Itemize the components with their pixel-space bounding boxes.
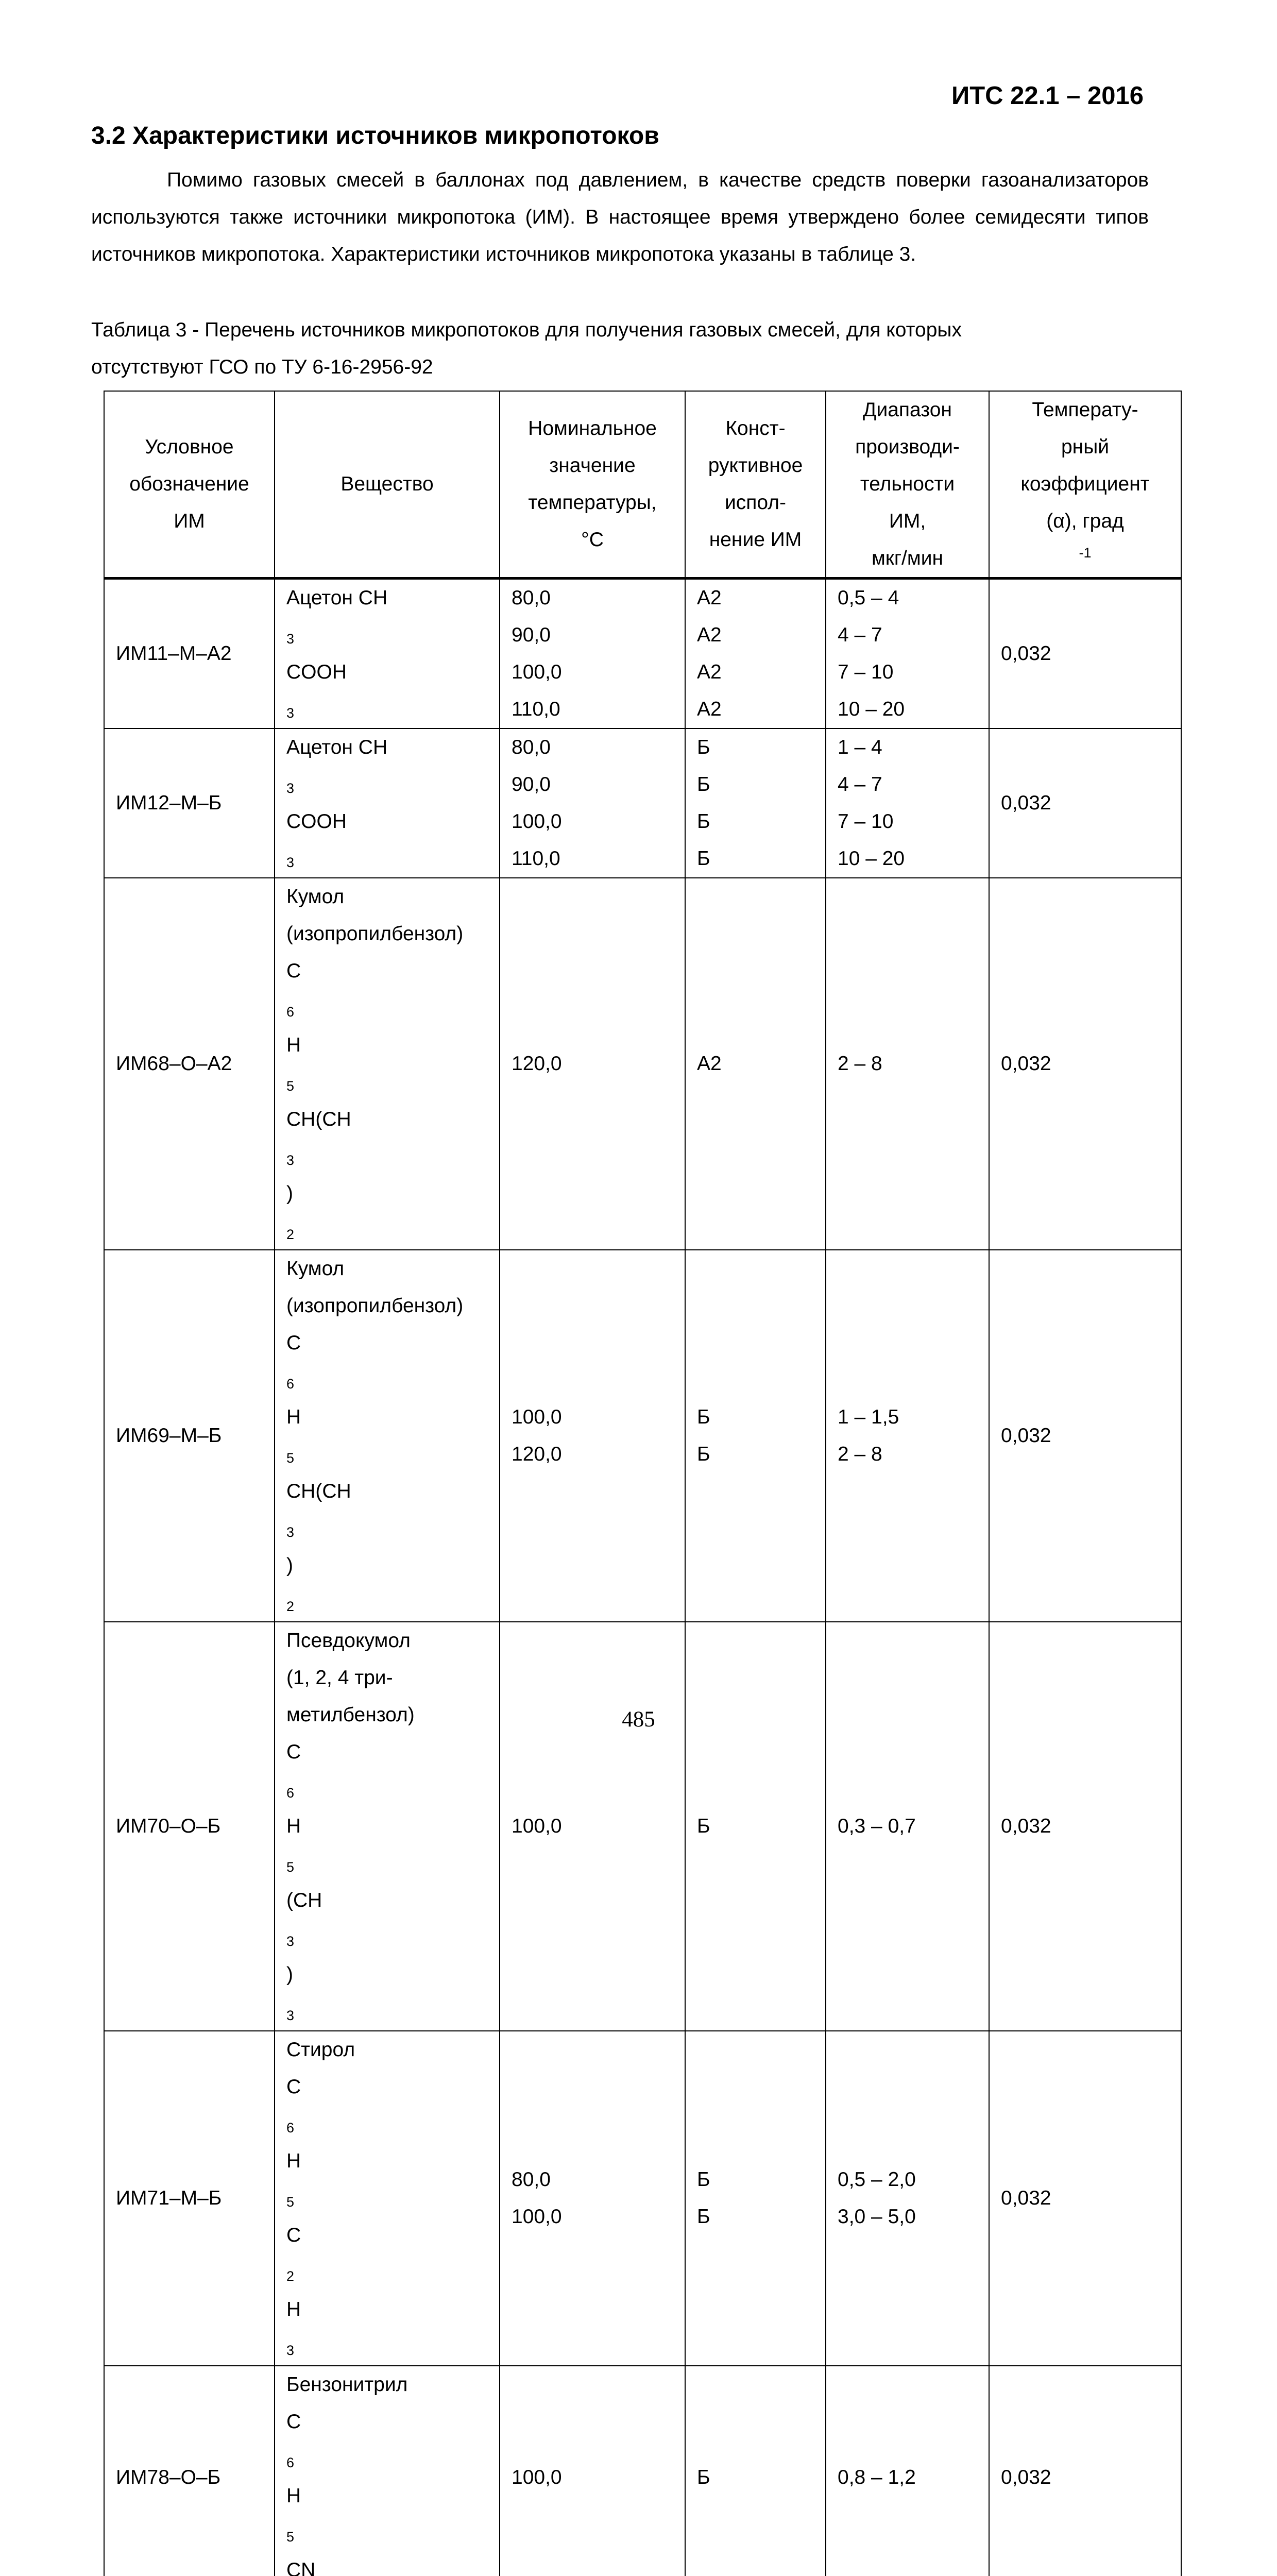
header-temperature xyxy=(500,391,685,579)
substance-text: Бензонитрил xyxy=(286,2366,499,2403)
section-title: 3.2 Характеристики источников микропотоков xyxy=(91,121,659,151)
header-coefficient-unit: (α), град xyxy=(990,503,1181,540)
doc-code: ИТС 22.1 – 2016 xyxy=(938,80,1144,111)
cell-coefficient: 0,032 xyxy=(989,579,1181,729)
substance-subscript: 3 xyxy=(286,705,294,721)
substance-subscript: 3 xyxy=(286,1934,294,1949)
substance-subscript: 5 xyxy=(286,1859,294,1875)
table-caption-line-2: отсутствуют ГСО по ТУ 6-16-2956-92 xyxy=(91,349,1149,386)
cell-coefficient: 0,032 xyxy=(989,2031,1181,2366)
header-temperature-line: °С xyxy=(500,521,685,558)
design-value: Б xyxy=(697,840,825,877)
substance-subscript: 3 xyxy=(286,631,294,647)
cell-coefficient: 0,032 xyxy=(989,1250,1181,1622)
cell-code: ИМ78–О–Б xyxy=(104,2366,275,2576)
substance-line xyxy=(286,1622,499,1659)
temperature-value: 100,0 xyxy=(512,1808,685,1845)
header-range xyxy=(826,391,989,579)
substance-subscript: 5 xyxy=(286,1078,294,1094)
header-substance-line: Вещество xyxy=(275,466,499,503)
substance-text: Псевдокумол xyxy=(286,1622,499,1659)
range-value: 0,8 – 1,2 xyxy=(838,2459,989,2496)
substance-subscript: 5 xyxy=(286,1450,294,1466)
cell-design xyxy=(685,1250,826,1622)
header-range-line: мкг/мин xyxy=(826,540,989,577)
substance-text: H xyxy=(286,1808,499,1845)
header-range-line: ИМ, xyxy=(826,503,989,540)
cell-substance xyxy=(275,2366,500,2576)
cell-range xyxy=(826,878,989,1250)
substance-subscript: 2 xyxy=(286,2268,294,2284)
substance-subscript: 3 xyxy=(286,1524,294,1540)
page-number: 485 xyxy=(0,1704,1277,1735)
substance-text: C xyxy=(286,1325,499,1362)
design-value: Б xyxy=(697,2198,825,2235)
range-value: 3,0 – 5,0 xyxy=(838,2198,989,2235)
cell-range xyxy=(826,2366,989,2576)
cell-range xyxy=(826,2031,989,2366)
substance-text: C xyxy=(286,953,499,990)
substance-text: метилбензол) xyxy=(286,1697,499,1734)
cell-range xyxy=(826,579,989,729)
substance-subscript: 3 xyxy=(286,2008,294,2023)
substance-subscript: 3 xyxy=(286,2343,294,2358)
temperature-value: 80,0 xyxy=(512,580,685,617)
header-temperature-line: Номинальное xyxy=(500,410,685,447)
substance-line xyxy=(286,2069,499,2365)
substance-text: (изопропилбензол) xyxy=(286,1287,499,1325)
substance-text: ) xyxy=(286,1956,499,1993)
substance-subscript: 6 xyxy=(286,2120,294,2136)
header-coefficient-line: рный xyxy=(990,429,1181,466)
cell-temperature xyxy=(500,1622,685,2031)
temperature-value: 110,0 xyxy=(512,840,685,877)
header-range-line: Диапазон xyxy=(826,392,989,429)
header-design-line: испол- xyxy=(686,484,825,521)
cell-coefficient: 0,032 xyxy=(989,728,1181,878)
table-row xyxy=(104,1622,1181,2031)
substance-text: Ацетон CH xyxy=(286,729,499,766)
cell-substance xyxy=(275,2031,500,2366)
cell-temperature xyxy=(500,579,685,729)
substance-text: C xyxy=(286,1734,499,1771)
table-row xyxy=(104,579,1181,729)
cell-coefficient: 0,032 xyxy=(989,1622,1181,2031)
temperature-value: 120,0 xyxy=(512,1436,685,1473)
design-value: А2 xyxy=(697,1045,825,1082)
substance-text: Ацетон CH xyxy=(286,580,499,617)
cell-temperature xyxy=(500,1250,685,1622)
header-range-line: производи- xyxy=(826,429,989,466)
design-value: А2 xyxy=(697,691,825,728)
range-value: 10 – 20 xyxy=(838,691,989,728)
design-value: Б xyxy=(697,2161,825,2198)
range-value: 1 – 1,5 xyxy=(838,1399,989,1436)
substance-text: CH(CH xyxy=(286,1101,499,1138)
substance-text: (CH xyxy=(286,1882,499,1919)
substance-line xyxy=(286,953,499,1249)
range-value: 4 – 7 xyxy=(838,617,989,654)
design-value: Б xyxy=(697,803,825,840)
design-value: Б xyxy=(697,1808,825,1845)
temperature-value: 90,0 xyxy=(512,766,685,803)
range-value: 7 – 10 xyxy=(838,654,989,691)
cell-temperature xyxy=(500,2366,685,2576)
substance-text: COOH xyxy=(286,803,499,840)
header-design-line: нение ИМ xyxy=(686,521,825,558)
header-coefficient xyxy=(989,391,1181,579)
cell-code: ИМ12–М–Б xyxy=(104,728,275,878)
substance-subscript: 6 xyxy=(286,1785,294,1801)
header-code-line: обозначение xyxy=(105,466,274,503)
range-value: 0,3 – 0,7 xyxy=(838,1808,989,1845)
substance-line xyxy=(286,1287,499,1325)
substance-text: ) xyxy=(286,1547,499,1584)
substance-text: H xyxy=(286,1399,499,1436)
table-row xyxy=(104,2031,1181,2366)
table-header-row xyxy=(104,391,1181,579)
substance-text: C xyxy=(286,2217,499,2254)
table-caption xyxy=(91,312,1149,386)
substance-line xyxy=(286,878,499,916)
header-coefficient-line: коэффициент xyxy=(990,466,1181,503)
substance-subscript: 6 xyxy=(286,1376,294,1392)
header-range-line: тельности xyxy=(826,466,989,503)
substance-line xyxy=(286,580,499,728)
temperature-value: 100,0 xyxy=(512,1399,685,1436)
cell-coefficient: 0,032 xyxy=(989,2366,1181,2576)
cell-substance xyxy=(275,1622,500,2031)
design-value: А2 xyxy=(697,617,825,654)
temperature-value: 110,0 xyxy=(512,691,685,728)
header-design-line: Конст- xyxy=(686,410,825,447)
range-value: 2 – 8 xyxy=(838,1045,989,1082)
design-value: Б xyxy=(697,729,825,766)
header-coefficient-exponent: -1 xyxy=(1079,545,1091,561)
header-code-line: ИМ xyxy=(105,503,274,540)
substance-subscript: 3 xyxy=(286,781,294,796)
cell-substance xyxy=(275,579,500,729)
cell-coefficient: 0,032 xyxy=(989,878,1181,1250)
substance-line xyxy=(286,1659,499,1697)
substance-text: (изопропилбензол) xyxy=(286,916,499,953)
header-code xyxy=(104,391,275,579)
temperature-value: 80,0 xyxy=(512,729,685,766)
table-body xyxy=(104,579,1181,2576)
cell-code: ИМ71–М–Б xyxy=(104,2031,275,2366)
temperature-value: 100,0 xyxy=(512,2459,685,2496)
substance-text: H xyxy=(286,2291,499,2328)
substance-text: CN xyxy=(286,2552,499,2576)
micro-flow-sources-table xyxy=(104,391,1182,2576)
cell-design xyxy=(685,2366,826,2576)
table-row xyxy=(104,2366,1181,2576)
cell-design xyxy=(685,878,826,1250)
temperature-value: 100,0 xyxy=(512,654,685,691)
substance-text: H xyxy=(286,2143,499,2180)
cell-range xyxy=(826,1622,989,2031)
substance-text: H xyxy=(286,1027,499,1064)
cell-temperature xyxy=(500,2031,685,2366)
design-value: Б xyxy=(697,1436,825,1473)
header-coefficient-line xyxy=(990,503,1181,577)
substance-text: CH(CH xyxy=(286,1473,499,1510)
design-value: Б xyxy=(697,2459,825,2496)
header-temperature-line: температуры, xyxy=(500,484,685,521)
range-value: 10 – 20 xyxy=(838,840,989,877)
substance-line xyxy=(286,916,499,953)
substance-subscript: 5 xyxy=(286,2194,294,2210)
range-value: 4 – 7 xyxy=(838,766,989,803)
range-value: 2 – 8 xyxy=(838,1436,989,1473)
substance-text: Кумол xyxy=(286,1250,499,1287)
substance-text: Стирол xyxy=(286,2031,499,2069)
cell-design xyxy=(685,579,826,729)
substance-text: (1, 2, 4 три- xyxy=(286,1659,499,1697)
substance-text: COOH xyxy=(286,654,499,691)
temperature-value: 100,0 xyxy=(512,2198,685,2235)
header-coefficient-line: Температу- xyxy=(990,392,1181,429)
substance-subscript: 5 xyxy=(286,2529,294,2545)
range-value: 0,5 – 4 xyxy=(838,580,989,617)
cell-code: ИМ69–М–Б xyxy=(104,1250,275,1622)
substance-text: ) xyxy=(286,1175,499,1212)
range-value: 1 – 4 xyxy=(838,729,989,766)
table-row xyxy=(104,878,1181,1250)
cell-code: ИМ70–О–Б xyxy=(104,1622,275,2031)
cell-temperature xyxy=(500,728,685,878)
range-value: 7 – 10 xyxy=(838,803,989,840)
cell-substance xyxy=(275,1250,500,1622)
substance-subscript: 6 xyxy=(286,2455,294,2470)
cell-range xyxy=(826,728,989,878)
cell-design xyxy=(685,2031,826,2366)
substance-subscript: 2 xyxy=(286,1227,294,1242)
cell-design xyxy=(685,1622,826,2031)
cell-range xyxy=(826,1250,989,1622)
temperature-value: 90,0 xyxy=(512,617,685,654)
cell-substance xyxy=(275,878,500,1250)
design-value: Б xyxy=(697,766,825,803)
temperature-value: 100,0 xyxy=(512,803,685,840)
substance-text: Кумол xyxy=(286,878,499,916)
cell-design xyxy=(685,728,826,878)
cell-code: ИМ68–О–А2 xyxy=(104,878,275,1250)
substance-text: H xyxy=(286,2478,499,2515)
substance-subscript: 3 xyxy=(286,855,294,870)
substance-line xyxy=(286,729,499,877)
design-value: А2 xyxy=(697,580,825,617)
header-code-line: Условное xyxy=(105,429,274,466)
range-value: 0,5 – 2,0 xyxy=(838,2161,989,2198)
table-row xyxy=(104,1250,1181,1622)
substance-subscript: 6 xyxy=(286,1004,294,1020)
substance-line xyxy=(286,1325,499,1621)
intro-paragraph: Помимо газовых смесей в баллонах под давлением, в качестве средств поверки газоанализаторов используются также источники микропотока (ИМ). В настоящее время утверждено более семидесяти типов источников микропотока. Характеристики источников микропотока указаны в таблице 3. xyxy=(91,162,1149,273)
substance-text: C xyxy=(286,2403,499,2441)
substance-line xyxy=(286,2366,499,2403)
substance-text: C xyxy=(286,2069,499,2106)
substance-line xyxy=(286,2403,499,2576)
header-substance xyxy=(275,391,500,579)
cell-code: ИМ11–М–А2 xyxy=(104,579,275,729)
design-value: А2 xyxy=(697,654,825,691)
table-caption-line-1: Таблица 3 - Перечень источников микропотоков для получения газовых смесей, для которых xyxy=(91,312,1149,349)
substance-line xyxy=(286,1250,499,1287)
cell-temperature xyxy=(500,878,685,1250)
substance-subscript: 3 xyxy=(286,1153,294,1168)
substance-subscript: 2 xyxy=(286,1599,294,1614)
cell-substance xyxy=(275,728,500,878)
design-value: Б xyxy=(697,1399,825,1436)
header-design-line: руктивное xyxy=(686,447,825,484)
substance-line xyxy=(286,2031,499,2069)
header-design xyxy=(685,391,826,579)
substance-line xyxy=(286,1734,499,2030)
temperature-value: 80,0 xyxy=(512,2161,685,2198)
header-temperature-line: значение xyxy=(500,447,685,484)
temperature-value: 120,0 xyxy=(512,1045,685,1082)
table-row xyxy=(104,728,1181,878)
